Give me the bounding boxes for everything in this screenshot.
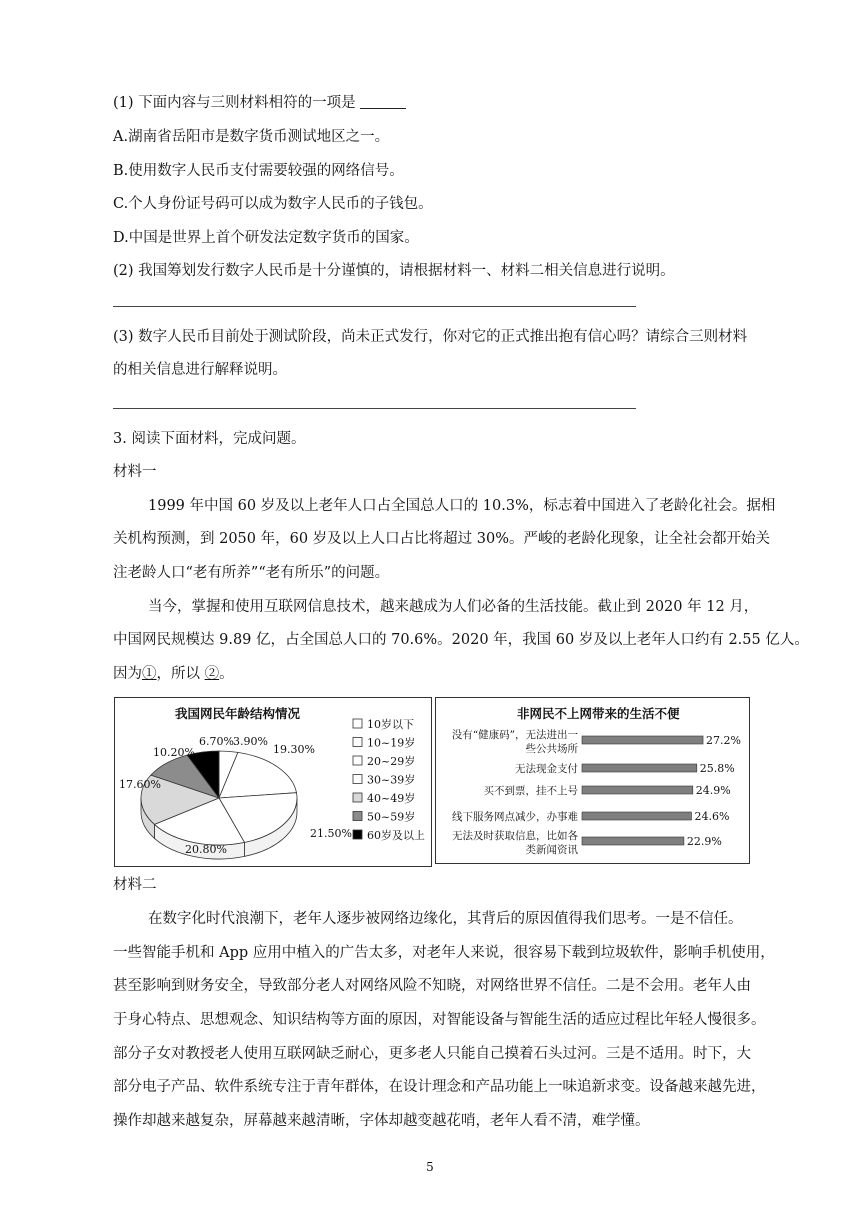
q1-option-b: B.使用数字人民币支付需要较强的网络信号。	[113, 163, 404, 179]
bar-category-label-3-0: 线下服务网点减少，办事难	[452, 811, 578, 823]
bar-category-label-4-1: 类新闻资讯	[525, 844, 578, 856]
q1-option-d: D.中国是世界上首个研发法定数字货币的国家。	[113, 230, 419, 246]
bar-category-label-4-0: 无法及时获取信息，比如各	[452, 830, 578, 842]
p3-line5: 部分子女对教授老人使用互联网缺乏耐心，更多老人只能自己摸着石头过河。三是不适用。时下，大	[113, 1046, 751, 1062]
bar-2	[582, 786, 693, 794]
pie-value-label-2: 21.50%	[310, 827, 352, 840]
legend-swatch-3	[353, 775, 362, 784]
p3-line1: 在数字化时代浪潮下，老年人逐步被网络边缘化，其背后的原因值得我们思考。一是不信任。	[148, 911, 743, 927]
p1-line3: 注老龄人口“老有所养”“老有所乐”的问题。	[113, 565, 390, 581]
p2-pre: 因为	[113, 666, 142, 682]
p3-line3: 甚至影响到财务安全，导致部分老人对网络风险不知晓，对网络世界不信任。二是不会用。老年人由	[113, 978, 751, 994]
age-structure-chart	[114, 697, 432, 867]
q1-stem	[113, 93, 406, 113]
q1-option-a: A.湖南省岳阳市是数字货币测试地区之一。	[113, 129, 390, 145]
bar-category-label-0-1: 些公共场所	[525, 743, 578, 755]
bar-4	[582, 837, 684, 845]
pie-value-label-1: 19.30%	[273, 743, 315, 756]
bar-category-label-2-0: 买不到票，挂不上号	[483, 785, 578, 797]
legend-label-2: 20~29岁	[367, 755, 416, 768]
bar-value-label-0: 27.2%	[706, 734, 741, 747]
p2-line1: 当今，掌握和使用互联网信息技术，越来越成为人们必备的生活技能。截止到 2020 年 12 月，	[148, 599, 759, 615]
p3-line2: 一些智能手机和 App 应用中植入的广告太多，对老年人来说，很容易下载到垃圾软件，影响手机使用，	[113, 945, 775, 961]
q3-text-line1: (3) 数字人民币目前处于测试阶段，尚未正式发行，你对它的正式推出抱有信心吗？请综合三则材料	[113, 329, 748, 345]
legend-label-4: 40~49岁	[367, 792, 416, 805]
pie-chart-svg	[115, 698, 431, 866]
bar-value-label-1: 25.8%	[699, 762, 735, 775]
p2-line3	[113, 664, 234, 684]
material2-label: 材料二	[113, 877, 157, 893]
p3-line6: 部分电子产品、软件系统专注于青年群体，在设计理念和产品功能上一味追新求变。设备越来越先进，	[113, 1079, 766, 1095]
p3-line7: 操作却越来越复杂，屏幕越来越清晰，字体却越变越花哨，老年人看不清，难学懂。	[113, 1113, 650, 1129]
bar-category-label-0-0: 没有“健康码”，无法进出一	[451, 729, 578, 741]
inconvenience-chart	[435, 697, 750, 864]
p2-line2: 中国网民规模达 9.89 亿，占全国总人口的 70.6%。2020 年，我国 60 岁及以上老年人口约有 2.55 亿人。	[113, 632, 809, 648]
pie-value-label-5: 10.20%	[153, 746, 195, 759]
legend-swatch-4	[353, 793, 362, 802]
bar-1	[582, 764, 697, 772]
bar-chart-svg	[436, 698, 749, 863]
q1-option-c: C.个人身份证号码可以成为数字人民币的子钱包。	[113, 196, 433, 212]
q3-text-line2: 的相关信息进行解释说明。	[113, 362, 287, 378]
blank-marker-1: ①	[142, 666, 157, 682]
material1-label: 材料一	[113, 464, 157, 480]
legend-label-1: 10~19岁	[367, 736, 416, 750]
section3-heading: 3. 阅读下面材料，完成问题。	[113, 431, 306, 447]
legend-swatch-6	[353, 830, 362, 839]
pie-value-label-6: 6.70%	[199, 735, 234, 748]
pie-value-label-3: 20.80%	[185, 843, 227, 856]
bar-3	[582, 812, 691, 820]
q1-stem-text: (1) 下面内容与三则材料相符的一项是	[113, 95, 356, 111]
p1-line2: 关机构预测，到 2050 年，60 岁及以上人口占比将超过 30%。严峻的老龄化现象，让全社会都开始关	[113, 531, 771, 547]
p3-line4: 于身心特点、思想观念、知识结构等方面的原因，对智能设备与智能生活的适应过程比年轻人慢很多。	[113, 1012, 766, 1028]
q3-answer-line	[113, 408, 636, 409]
legend-label-6: 60岁及以上	[367, 829, 425, 842]
legend-label-0: 10岁以下	[367, 718, 414, 731]
p2-post: 。	[219, 666, 234, 682]
q2-answer-line	[113, 306, 636, 307]
page-number: 5	[426, 1160, 434, 1174]
blank-marker-2: ②	[204, 666, 220, 682]
legend-swatch-1	[353, 738, 362, 747]
p1-line1: 1999 年中国 60 岁及以上老年人口占全国总人口的 10.3%，标志着中国进入了老龄化社会。据相	[148, 498, 776, 514]
bar-category-label-1-0: 无法现金支付	[515, 763, 578, 775]
legend-label-5: 50~59岁	[367, 810, 416, 824]
legend-swatch-0	[353, 719, 362, 728]
bar-chart-title: 非网民不上网带来的生活不便	[517, 706, 680, 721]
bar-value-label-4: 22.9%	[686, 835, 722, 848]
pie-value-label-0: 3.90%	[233, 735, 268, 748]
pie-value-label-4: 17.60%	[119, 778, 161, 791]
bar-value-label-3: 24.6%	[694, 810, 730, 823]
legend-swatch-2	[353, 756, 362, 765]
bar-value-label-2: 24.9%	[695, 784, 731, 797]
bar-0	[582, 736, 703, 744]
p2-mid: ，所以	[156, 666, 205, 682]
legend-label-3: 30~39岁	[367, 773, 416, 787]
pie-chart-title: 我国网民年龄结构情况	[175, 706, 301, 721]
legend-swatch-5	[353, 812, 362, 821]
answer-blank	[360, 94, 406, 109]
q2-text: (2) 我国筹划发行数字人民币是十分谨慎的，请根据材料一、材料二相关信息进行说明。	[113, 263, 675, 279]
